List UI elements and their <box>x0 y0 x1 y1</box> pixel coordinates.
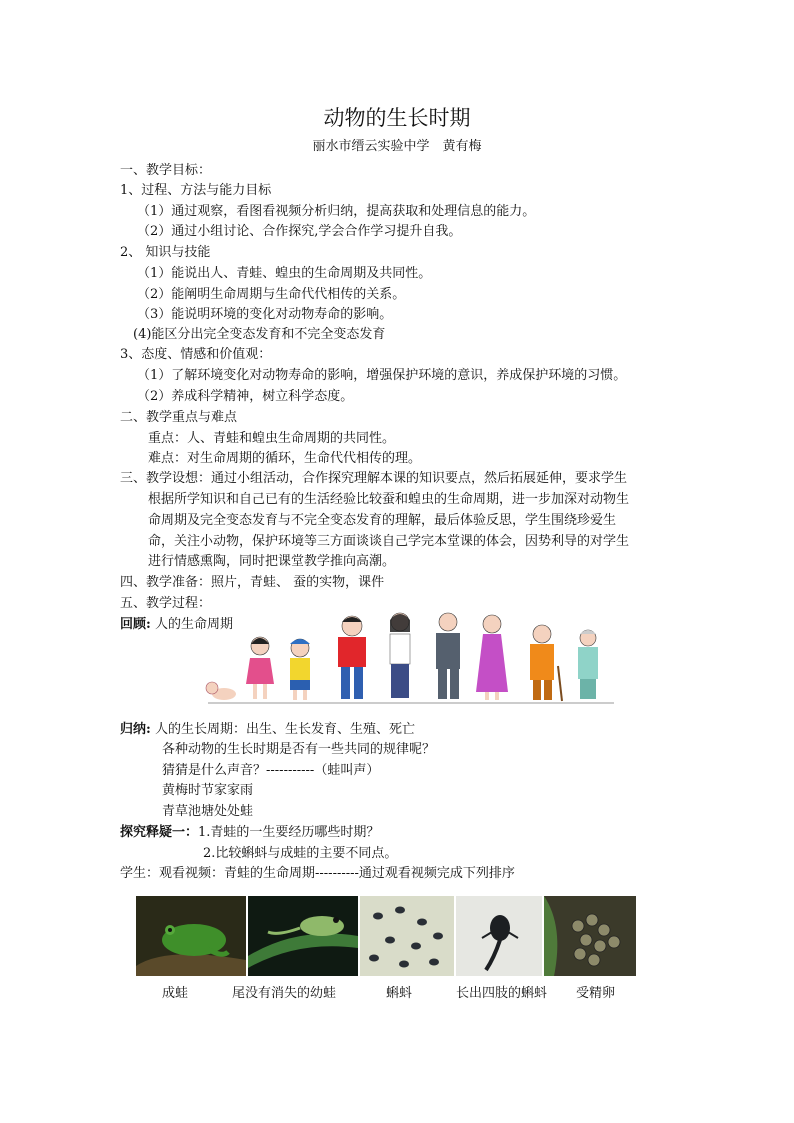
caption-adult-frog: 成蛙 <box>162 986 189 1001</box>
old-man-figure <box>530 625 562 701</box>
sound-guess: 猜猜是什么声音？-----------（蛙叫声） <box>162 763 380 778</box>
inquiry-question-1: 1.青蛙的一生要经历哪些时期？ <box>198 825 380 840</box>
section-design: 三、教学设想：通过小组活动，合作探究理解本课的知识要点，然后拓展延伸，要求学生 <box>120 471 628 486</box>
objective-item: （2）通过小组讨论、合作探究,学会合作学习提升自我。 <box>137 224 462 239</box>
adult-frog-photo <box>136 896 246 976</box>
woman-figure <box>390 613 410 698</box>
summary-line <box>120 721 415 739</box>
design-text: 根据所学知识和自己已有的生活经验比较蚕和蝗虫的生命周期，进一步加深对动物生 <box>148 492 630 507</box>
man-figure <box>436 613 460 699</box>
inquiry-label: 探究释疑一： <box>120 825 199 840</box>
objective-heading-2: 2、 知识与技能 <box>120 245 211 260</box>
section-process: 五、教学过程： <box>120 596 212 611</box>
boy-figure <box>290 639 310 700</box>
caption-fertilized-egg: 受精卵 <box>576 986 616 1001</box>
human-life-cycle-illustration <box>202 606 620 706</box>
caption-froglet: 尾没有消失的幼蛙 <box>232 986 337 1001</box>
objective-item: （1）了解环境变化对动物寿命的影响，增强保护环境的意识，养成保护环境的习惯。 <box>137 368 627 383</box>
difficult-point: 难点：对生命周期的循环，生命代代相传的理。 <box>148 451 422 466</box>
fertilized-eggs-photo <box>544 896 636 976</box>
design-text: 命，关注小动物，保护环境等三方面谈谈自己学完本堂课的体会，因势利导的对学生 <box>148 534 630 549</box>
summary-question: 各种动物的生长时期是否有一些共同的规律呢？ <box>162 742 436 757</box>
tadpoles-photo <box>360 896 454 976</box>
baby-figure <box>206 682 236 700</box>
student-task: 学生：观看视频：青蛙的生命周期----------通过观看视频完成下列排序 <box>120 866 515 881</box>
author-line: 丽水市缙云实验中学 黄有梅 <box>312 139 482 154</box>
objective-item: （1）通过观察，看图看视频分析归纳，提高获取和处理信息的能力。 <box>137 204 536 219</box>
poem-line: 青草池塘处处蛙 <box>162 804 254 819</box>
section-key-points: 二、教学重点与难点 <box>120 410 238 425</box>
girl-figure <box>246 637 274 699</box>
poem-line: 黄梅时节家家雨 <box>162 783 254 798</box>
objective-item: （3）能说明环境的变化对动物寿命的影响。 <box>137 307 393 322</box>
objective-item: （1）能说出人、青蛙、蝗虫的生命周期及共同性。 <box>137 266 432 281</box>
design-text: 命周期及完全变态发育与不完全变态发育的理解，最后体验反思，学生围绕珍爱生 <box>148 513 617 528</box>
inquiry-question-2: 2.比较蝌蚪与成蛙的主要不同点。 <box>203 846 398 861</box>
objective-item: （2）养成科学精神，树立科学态度。 <box>137 389 354 404</box>
objective-item: (4)能区分出完全变态发育和不完全变态发育 <box>133 327 386 342</box>
summary-text: 人的生长周期：出生、生长发育、生殖、死亡 <box>150 722 415 737</box>
review-text: 人的生命周期 <box>150 617 233 632</box>
section-preparation: 四、教学准备：照片，青蛙、 蚕的实物，课件 <box>120 575 385 590</box>
page-title: 动物的生长时期 <box>323 106 471 130</box>
objective-heading-1: 1、过程、方法与能力目标 <box>120 183 272 198</box>
caption-tadpole-with-legs: 长出四肢的蝌蚪 <box>456 986 548 1001</box>
froglet-photo <box>248 896 358 976</box>
objective-item: （2）能阐明生命周期与生命代代相传的关系。 <box>137 287 406 302</box>
inquiry-line <box>120 824 379 842</box>
old-woman-figure <box>578 630 598 699</box>
teen-figure <box>338 616 366 699</box>
caption-tadpole: 蝌蚪 <box>386 986 413 1001</box>
objective-heading-3: 3、态度、情感和价值观： <box>120 347 272 362</box>
review-label: 回顾: <box>120 617 151 632</box>
summary-label: 归纳: <box>120 722 151 737</box>
key-point: 重点：人、青蛙和蝗虫生命周期的共同性。 <box>148 431 396 446</box>
lady-figure <box>476 615 508 700</box>
tadpole-with-legs-photo <box>456 896 542 976</box>
section-objectives: 一、教学目标： <box>120 163 212 178</box>
design-text: 进行情感熏陶，同时把课堂教学推向高潮。 <box>148 554 396 569</box>
